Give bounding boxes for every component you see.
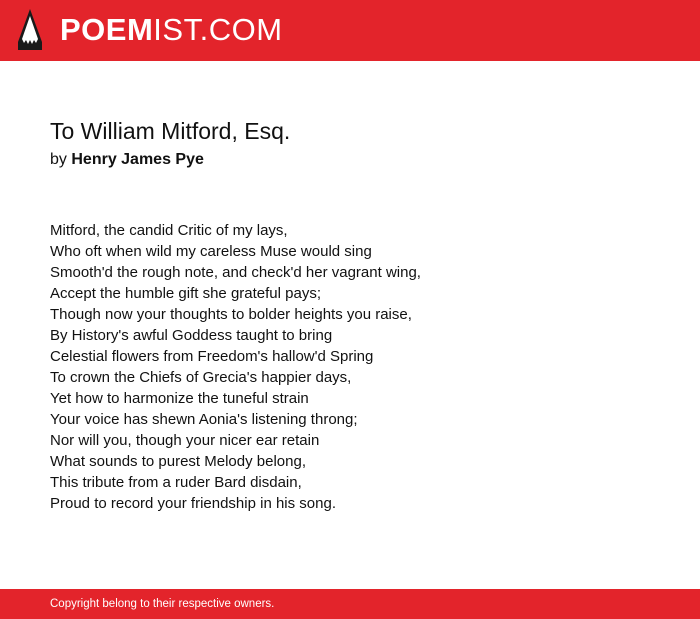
poem-line: Celestial flowers from Freedom's hallow'd Spring (50, 348, 374, 365)
brand-strong: POEM (60, 12, 154, 47)
poem-line: Proud to record your friendship in his song. (50, 495, 336, 512)
poem-line: Though now your thoughts to bolder heights you raise, (50, 306, 412, 323)
poem-line: Yet how to harmonize the tuneful strain (50, 390, 309, 407)
poem-line: Mitford, the candid Critic of my lays, (50, 222, 288, 239)
site-footer (0, 589, 700, 619)
site-brand (60, 8, 283, 52)
poem-line: Nor will you, though your nicer ear retain (50, 432, 320, 449)
brand-light: IST.COM (153, 12, 283, 47)
poem-body (50, 220, 650, 514)
poem-byline (50, 149, 650, 171)
site-header (0, 0, 700, 61)
poem-line: By History's awful Goddess taught to bring (50, 327, 333, 344)
site-logo-link[interactable] (16, 8, 283, 52)
poem-line: Smooth'd the rough note, and check'd her vagrant wing, (50, 264, 421, 281)
copyright-text: Copyright belong to their respective owners. (50, 598, 275, 610)
poem-author: Henry James Pye (71, 151, 204, 168)
poem-content (50, 116, 650, 514)
poem-line: Accept the humble gift she grateful pays; (50, 285, 321, 302)
by-label: by (50, 151, 67, 168)
poem-line: Who oft when wild my careless Muse would sing (50, 243, 372, 260)
poem-line: Your voice has shewn Aonia's listening throng; (50, 411, 358, 428)
poem-line: What sounds to purest Melody belong, (50, 453, 306, 470)
pencil-tip-icon (16, 8, 44, 52)
poem-title: To William Mitford, Esq. (50, 118, 291, 144)
poem-line: To crown the Chiefs of Grecia's happier days, (50, 369, 352, 386)
poem-line: This tribute from a ruder Bard disdain, (50, 474, 302, 491)
